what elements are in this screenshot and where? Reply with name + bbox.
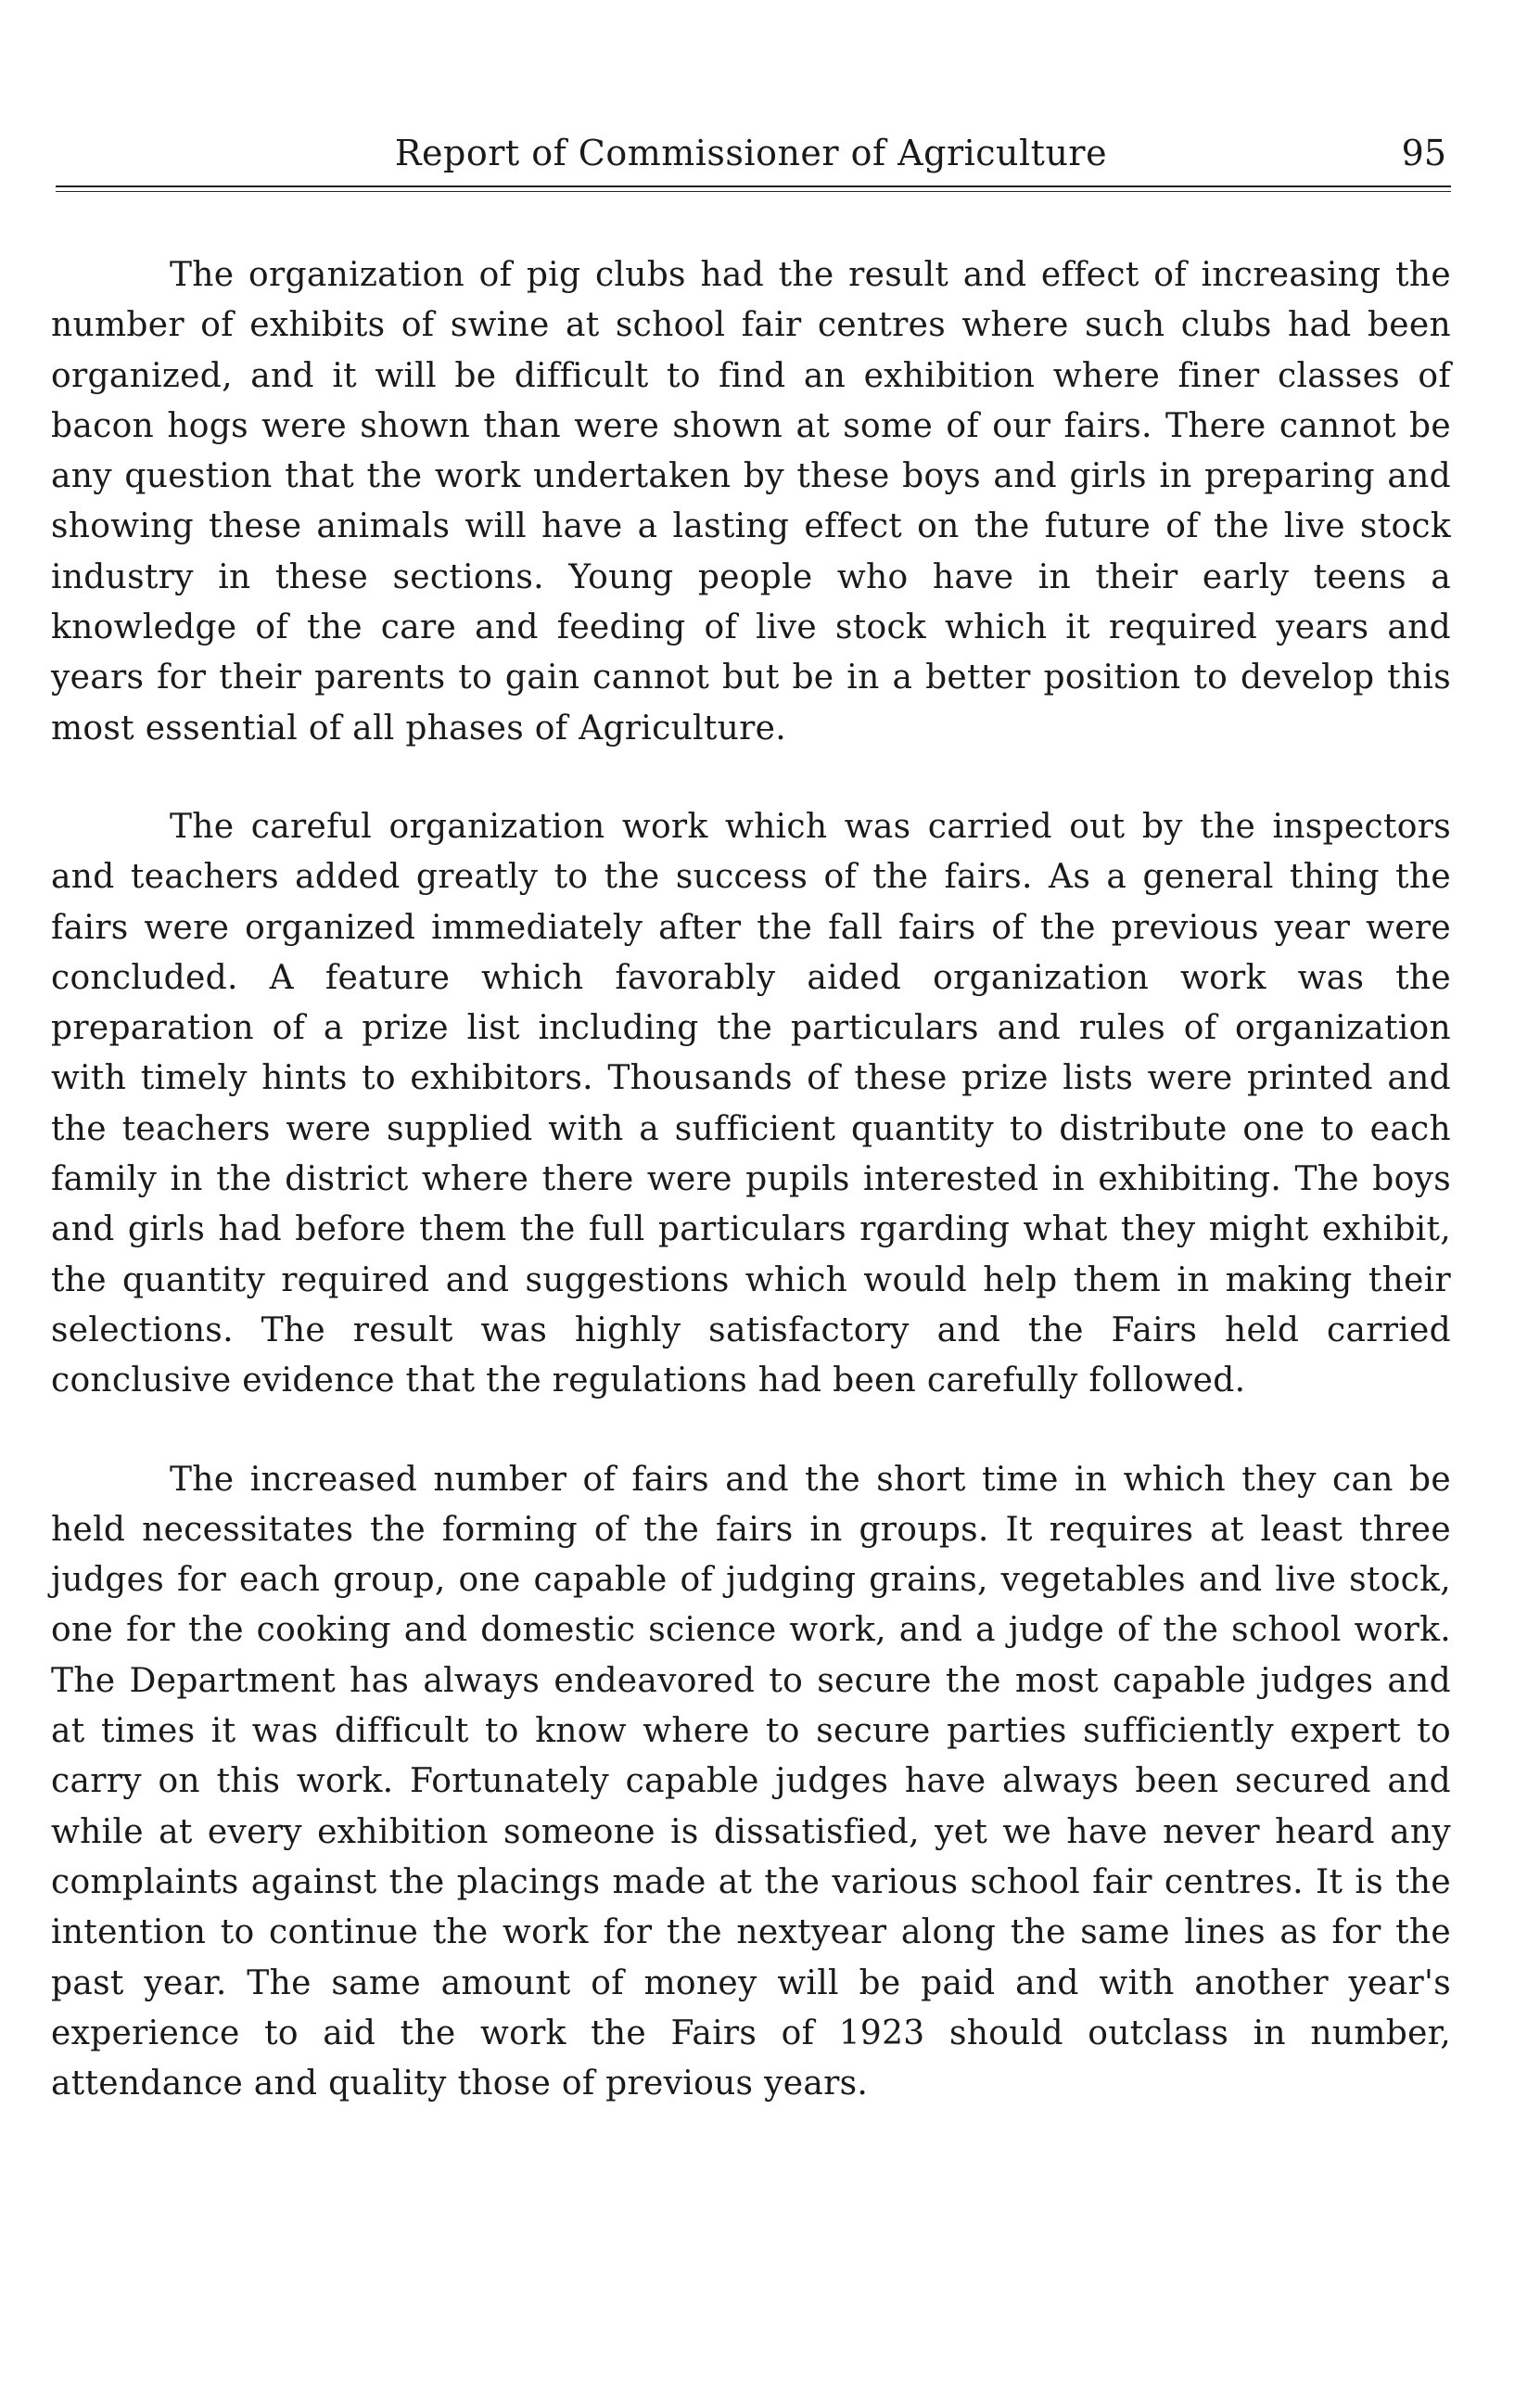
header-rule — [56, 185, 1451, 187]
running-title: Report of Commissioner of Agriculture — [394, 133, 1108, 173]
page-number: 95 — [1401, 133, 1446, 173]
paragraph-pig-clubs: The organization of pig clubs had the result and effect of increasing the number of exhibits of swine at school fair centres where such clubs had been organized, and it will be difficult to find an exhibition where finer classes of bacon hogs were shown than were shown at some of our fairs. There cannot be any question that the work undertaken by these boys and girls in preparing and showing these animals will have a lasting effect on the future of the live stock industry in these sections. Young people who have in their early teens a knowledge of the care and feeding of live stock which it required years and years for their parents to gain cannot but be in a better position to develop this most essential of all phases of Agriculture. — [51, 256, 1451, 748]
running-header — [56, 130, 1446, 176]
paragraph-judges: The increased number of fairs and the short time in which they can be held necessitates the forming of the fairs in groups. It requires at least three judges for each group, one capable of judging grains, vegetables and live stock, one for the cooking and domestic science work, and a judge of the school work. The Department has always endeavored to secure the most capable judges and at times it was difficult to know where to secure parties sufficiently expert to carry on this work. Fortunately capable judges have always been secured and while at every exhibition someone is dissatisfied, yet we have never heard any complaints against the placings made at the various school fair centres. It is the intention to continue the work for the nextyear along the same lines as for the past year. The same amount of money will be paid and with another year's experience to aid the work the Fairs of 1923 should outclass in number, attendance and quality those of previous years. — [51, 1460, 1451, 2103]
body-text — [51, 250, 1451, 2157]
paragraph-organization-work: The careful organization work which was carried out by the inspectors and teachers added greatly to the success of the fairs. As a general thing the fairs were organized immediately after the fall fairs of the previous year were concluded. A feature which favorably aided organization work was the preparation of a prize list including the particulars and rules of organization with timely hints to exhibitors. Thousands of these prize lists were printed and the teachers were supplied with a sufficient quantity to distribute one to each family in the district where there were pupils interested in exhibiting. The boys and girls had before them the full particulars rgarding what they might exhibit, the quantity required and suggestions which would help them in making their selections. The result was highly satisfactory and the Fairs held carried conclusive evidence that the regulations had been carefully followed. — [51, 807, 1451, 1400]
header-rule-thin — [56, 191, 1451, 192]
